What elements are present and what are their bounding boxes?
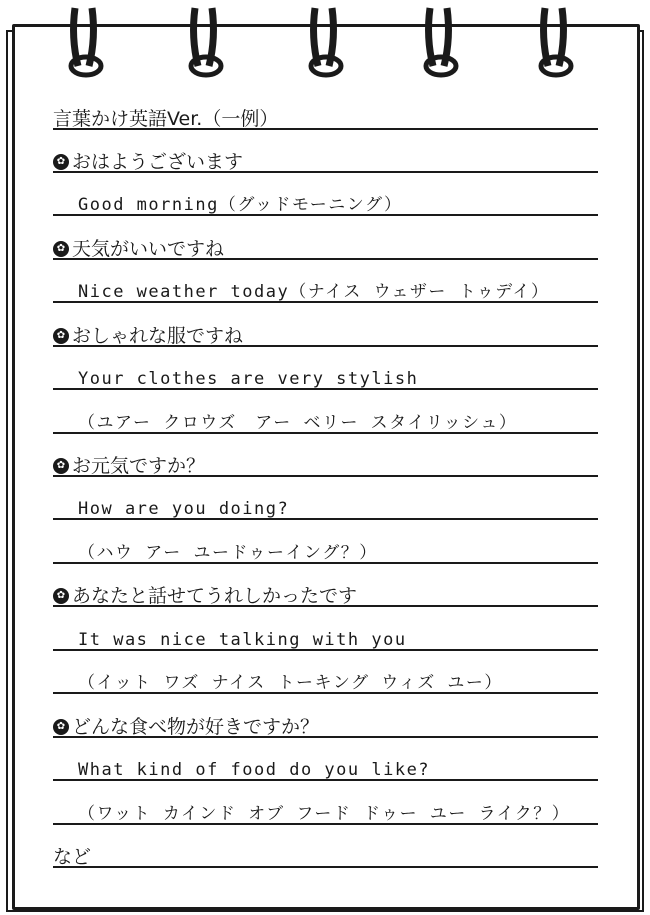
ruled-line bbox=[53, 866, 598, 868]
flower-bullet-icon: ✿ bbox=[53, 328, 69, 344]
phrase-japanese bbox=[53, 704, 319, 738]
phrase-english-text: What kind of food do you like? bbox=[78, 760, 431, 780]
phrase-japanese bbox=[53, 139, 243, 173]
phrase-english-text: How are you doing? bbox=[78, 499, 290, 519]
flower-bullet-icon: ✿ bbox=[53, 458, 69, 474]
phrase-japanese bbox=[53, 226, 224, 260]
phrase-reading-text: （ハウ アー ユードゥーイング？） bbox=[78, 543, 378, 563]
phrase-reading bbox=[78, 791, 570, 825]
flower-bullet-icon: ✿ bbox=[53, 588, 69, 604]
phrase-reading-text: （ワット カインド オブ フード ドゥー ユー ライク？） bbox=[78, 804, 571, 824]
phrase-japanese-text: どんな食べ物が好きですか？ bbox=[72, 716, 320, 738]
phrase-japanese bbox=[53, 443, 205, 477]
phrase-english bbox=[78, 617, 407, 651]
phrase-english-text: It was nice talking with you bbox=[78, 630, 407, 650]
phrase-japanese-text: おはようございます bbox=[72, 151, 244, 173]
binding-ring-5 bbox=[541, 8, 571, 75]
phrase-japanese-text: おしゃれな服ですね bbox=[72, 325, 244, 347]
phrase-japanese-text: 天気がいいですね bbox=[72, 238, 225, 260]
flower-bullet-icon: ✿ bbox=[53, 719, 69, 735]
phrase-english-text: Your clothes are very stylish bbox=[78, 369, 419, 389]
phrase-japanese bbox=[53, 573, 357, 607]
phrase-english-text: Nice weather today（ナイス ウェザー トゥデイ） bbox=[78, 282, 550, 302]
phrase-reading bbox=[78, 530, 378, 564]
phrase-english bbox=[78, 747, 430, 781]
phrase-english bbox=[78, 269, 550, 303]
phrase-reading-text: （ユアー クロウズ アー ベリー スタイリッシュ） bbox=[78, 413, 518, 433]
binding-ring-2 bbox=[191, 8, 221, 75]
phrase-english-text: Good morning（グッドモーニング） bbox=[78, 195, 403, 215]
flower-bullet-icon: ✿ bbox=[53, 154, 69, 170]
phrase-english bbox=[78, 182, 402, 216]
binding-ring-4 bbox=[426, 8, 456, 75]
spiral-binding bbox=[0, 0, 650, 90]
phrase-reading-text: （イット ワズ ナイス トーキング ウィズ ユー） bbox=[78, 673, 503, 693]
page-title bbox=[53, 96, 278, 130]
phrase-english bbox=[78, 356, 418, 390]
phrase-japanese-text: お元気ですか？ bbox=[72, 455, 206, 477]
binding-ring-1 bbox=[71, 8, 101, 75]
page-title-text: 言葉かけ英語Ver.（一例） bbox=[53, 108, 279, 130]
phrase-reading bbox=[78, 660, 503, 694]
footer-note-text: など bbox=[53, 846, 92, 868]
phrase-english bbox=[78, 486, 289, 520]
phrase-reading bbox=[78, 400, 517, 434]
flower-bullet-icon: ✿ bbox=[53, 241, 69, 257]
phrase-japanese bbox=[53, 313, 243, 347]
phrase-japanese-text: あなたと話せてうれしかったです bbox=[72, 585, 358, 607]
footer-note bbox=[53, 834, 91, 868]
binding-ring-3 bbox=[311, 8, 341, 75]
